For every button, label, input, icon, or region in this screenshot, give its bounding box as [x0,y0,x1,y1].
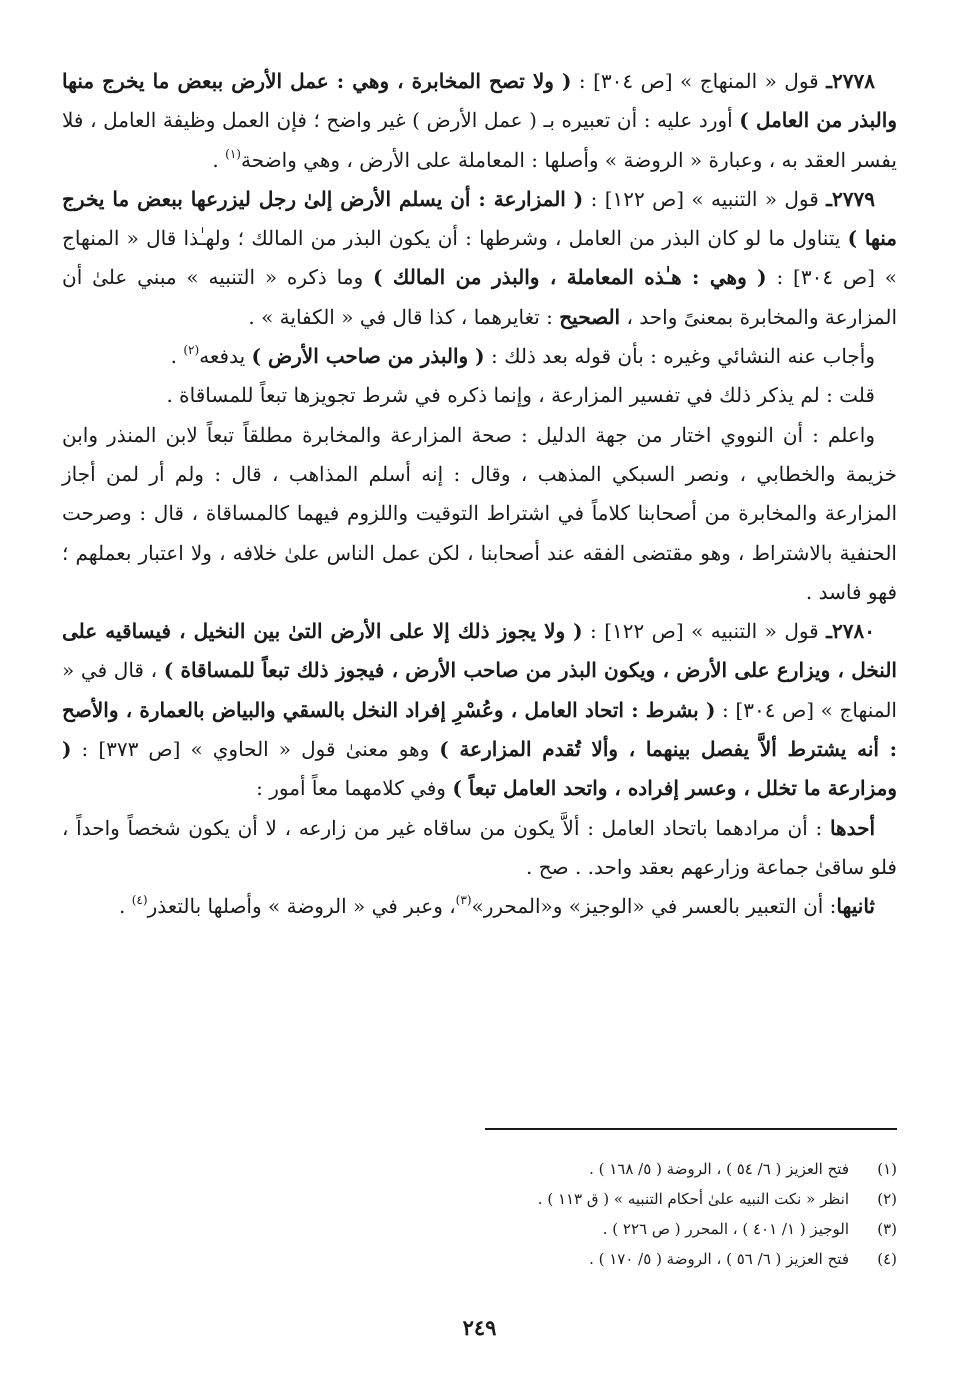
entry-number: ٢٧٧٨ـ [826,69,875,93]
entry-2778: ٢٧٧٨ـ قول « المنهاج » [ص ٣٠٤] : ( ولا تصح المخابرة ، وهي : عمل الأرض ببعض ما يخرج منها والبذر من العامل ) أورد عليه : أن تعبيره بـ ( عمل الأرض ) غير واضح ؛ فإن العمل وظيفة العامل ، فلا يفسر العقد به ، وعبارة « الروضة » وأصلها : المعاملة على الأرض ، وهي واضحة$^{(١)}$ . [62,69,897,172]
entry-number: ٢٧٧٩ـ [826,186,875,211]
footnote-number: (٣) [877,1220,897,1238]
paragraph-second: ثانيها: أن التعبير بالعسر في «الوجيز» و«المحرر»$^{(٣)}$، وعبر في « الروضة » وأصلها بالتعذر$^{(٤)}$ . [119,893,875,919]
footnote-text: انظر « نكت النبيه علىٰ أحكام التنبيه » ( ق ١١٣ ) . [537,1190,849,1208]
paragraph-discussion: واعلم : أن النووي اختار من جهة الدليل : صحة المزارعة والمخابرة مطلقاً تبعاً لابن المنذر وابن خزيمة والخطابي ، ونصر السبكي المذهب ، وقال : إنه أسلم المذاهب ، قال : ولم أر لمن أجاز المزارعة والمخابرة من أصحابنا كلاماً في اشتراط التوقيت واللزوم فيهما كالمساقاة ، قال : وصرحت الحنفية بالاشتراط ، وهو مقتضى الفقه عند أصحابنا ، لكن عمل الناس علىٰ خلافه ، ولا اعتبار بعملهم ؛ فهو فاسد . [62,422,897,604]
footnote-ref: (١) [225,146,241,161]
footnote-number: (٢) [877,1190,897,1208]
paragraph-first: أحدها : أن مرادهما باتحاد العامل : ألاَّ يكون من ساقاه غير من زارعه ، لا أن يكون شخصاً واحداً ، فلو ساقىٰ جماعة وزارعهم بعقد واحد. . صح . [62,815,897,879]
footnote-text: فتح العزيز ( ٦/ ٥٤ ) ، الروضة ( ٥/ ١٦٨ ) . [589,1160,849,1178]
entry-2780: ٢٧٨٠ـ قول « التنبيه » [ص ١٢٢] : ( ولا يجوز ذلك إلا على الأرض التىٰ بين النخيل ، فيساقيه على النخل ، ويزارع على الأرض ، ويكون البذر من صاحب الأرض ، فيجوز ذلك تبعاً للمساقاة ) ، قال في « المنهاج » [ص ٣٠٤] : ( بشرط : اتحاد العامل ، وعُسْرِ إفراد النخل بالسقي والبياض بالعمارة ، والأصح : أنه يشترط ألاَّ يفصل بينهما ، وألا تُقدم المزارعة ) وهو معنىٰ قول « الحاوي » [ص ٣٧٣] : ( ومزارعة ما تخلل ، وعسر إفراده ، واتحد العامل تبعاً ) وفي كلامهما معاً أمور : [62,619,898,801]
paragraph-note: قلت : لم يذكر ذلك في تفسير المزارعة ، وإنما ذكره في شرط تجويزها تبعاً للمساقاة . [166,383,875,408]
footnote-text: الوجيز ( ١/ ٤٠١ ) ، المحرر ( ص ٢٢٦ ) . [602,1220,849,1238]
footnote-text: فتح العزيز ( ٦/ ٥٦ ) ، الروضة ( ٥/ ١٧٠ ) . [589,1250,849,1268]
footnote-number: (٤) [877,1250,897,1268]
footnote-item [62,1244,897,1274]
footnote-item [62,1154,897,1184]
entry-2779: ٢٧٧٩ـ قول « التنبيه » [ص ١٢٢] : ( المزارعة : أن يسلم الأرض إلىٰ رجل ليزرعها ببعض ما يخرج منها ) يتناول ما لو كان البذر من العامل ، وشرطها : أن يكون البذر من المالك ؛ ولهـٰذا قال « المنهاج » [ص ٣٠٤] : ( وهي : هـٰذه المعاملة ، والبذر من المالك ) وما ذكره « التنبيه » مبني علىٰ أن المزارعة والمخابرة بمعنىً واحد ، الصحيح : تغايرهما ، كذا قال في « الكفاية » . [62,186,897,329]
footnote-divider [485,1128,897,1130]
paragraph-answer: وأجاب عنه النشائي وغيره : بأن قوله بعد ذلك : ( والبذر من صاحب الأرض ) يدفعه$^{(٢)}$ . [170,343,875,369]
footnote-item [62,1184,897,1214]
main-text [62,62,897,927]
footnote-ref: (٢) [183,343,200,358]
footnotes [62,1154,897,1274]
footnote-item [62,1214,897,1244]
footnote-ref: (٣) [455,893,472,908]
page-number: ٢٤٩ [462,1315,497,1340]
footnote-number: (١) [877,1160,897,1178]
footnote-ref: (٤) [131,893,148,908]
entry-number: ٢٧٨٠ـ [826,619,875,644]
